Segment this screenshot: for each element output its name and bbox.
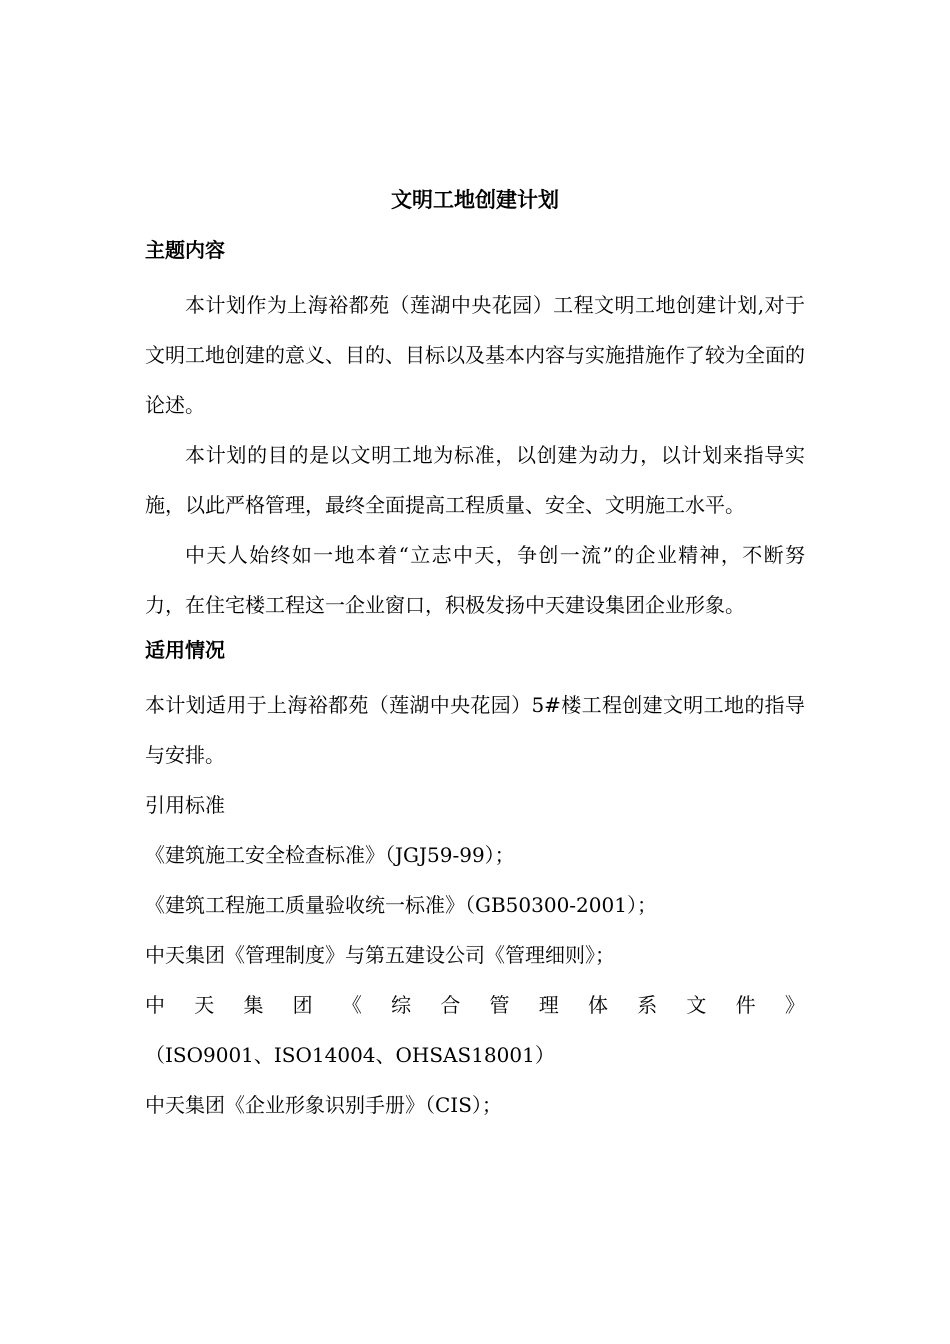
spread-char: 》 <box>784 993 805 1017</box>
spread-char: 管 <box>489 993 510 1017</box>
spread-char: 理 <box>538 993 559 1017</box>
standard-item-5: 中天集团《企业形象识别手册》（CIS）； <box>145 1093 502 1117</box>
spread-char: 文 <box>686 993 707 1017</box>
standard-item-1: 《建筑施工安全检查标准》（JGJ59-99）； <box>145 843 515 867</box>
standard-item-3: 中天集团《管理制度》与第五建设公司《管理细则》； <box>145 943 615 967</box>
spread-char: 中 <box>145 993 165 1017</box>
document-body <box>145 180 805 1130</box>
spread-char: 件 <box>735 993 756 1017</box>
standard-item-4-continuation: （ISO9001、ISO14004、OHSAS18001） <box>145 1043 555 1067</box>
section-heading-scope: 适用情况 <box>145 638 225 662</box>
theme-paragraph-3: 中天人始终如一地本着“立志中天，争创一流”的企业精神，不断努力，在住宅楼工程这一企业窗口，积极发扬中天建设集团企业形象。 <box>145 543 805 617</box>
scope-paragraph: 本计划适用于上海裕都苑（莲湖中央花园）5#楼工程创建文明工地的指导与安排。 <box>145 693 805 767</box>
spread-char: 《 <box>341 993 362 1017</box>
document-title: 文明工地创建计划 <box>391 188 559 212</box>
section-heading-theme: 主题内容 <box>145 238 225 262</box>
spread-char: 合 <box>440 993 461 1017</box>
spread-char: 综 <box>391 993 412 1017</box>
spread-char: 天 <box>194 993 215 1017</box>
theme-paragraph-2: 本计划的目的是以文明工地为标准，以创建为动力，以计划来指导实施，以此严格管理，最终全面提高工程质量、安全、文明施工水平。 <box>145 443 805 517</box>
section-heading-standards: 引用标准 <box>145 793 225 817</box>
theme-paragraph-1: 本计划作为上海裕都苑（莲湖中央花园）工程文明工地创建计划,对于文明工地创建的意义、目的、目标以及基本内容与实施措施作了较为全面的论述。 <box>145 293 805 417</box>
spread-char: 系 <box>637 993 658 1017</box>
spread-char: 体 <box>587 993 608 1017</box>
spread-char: 集 <box>243 993 264 1017</box>
spread-char: 团 <box>292 993 313 1017</box>
standard-item-2: 《建筑工程施工质量验收统一标准》（GB50300-2001）； <box>145 893 657 917</box>
standard-item-4-spread <box>145 980 805 1030</box>
